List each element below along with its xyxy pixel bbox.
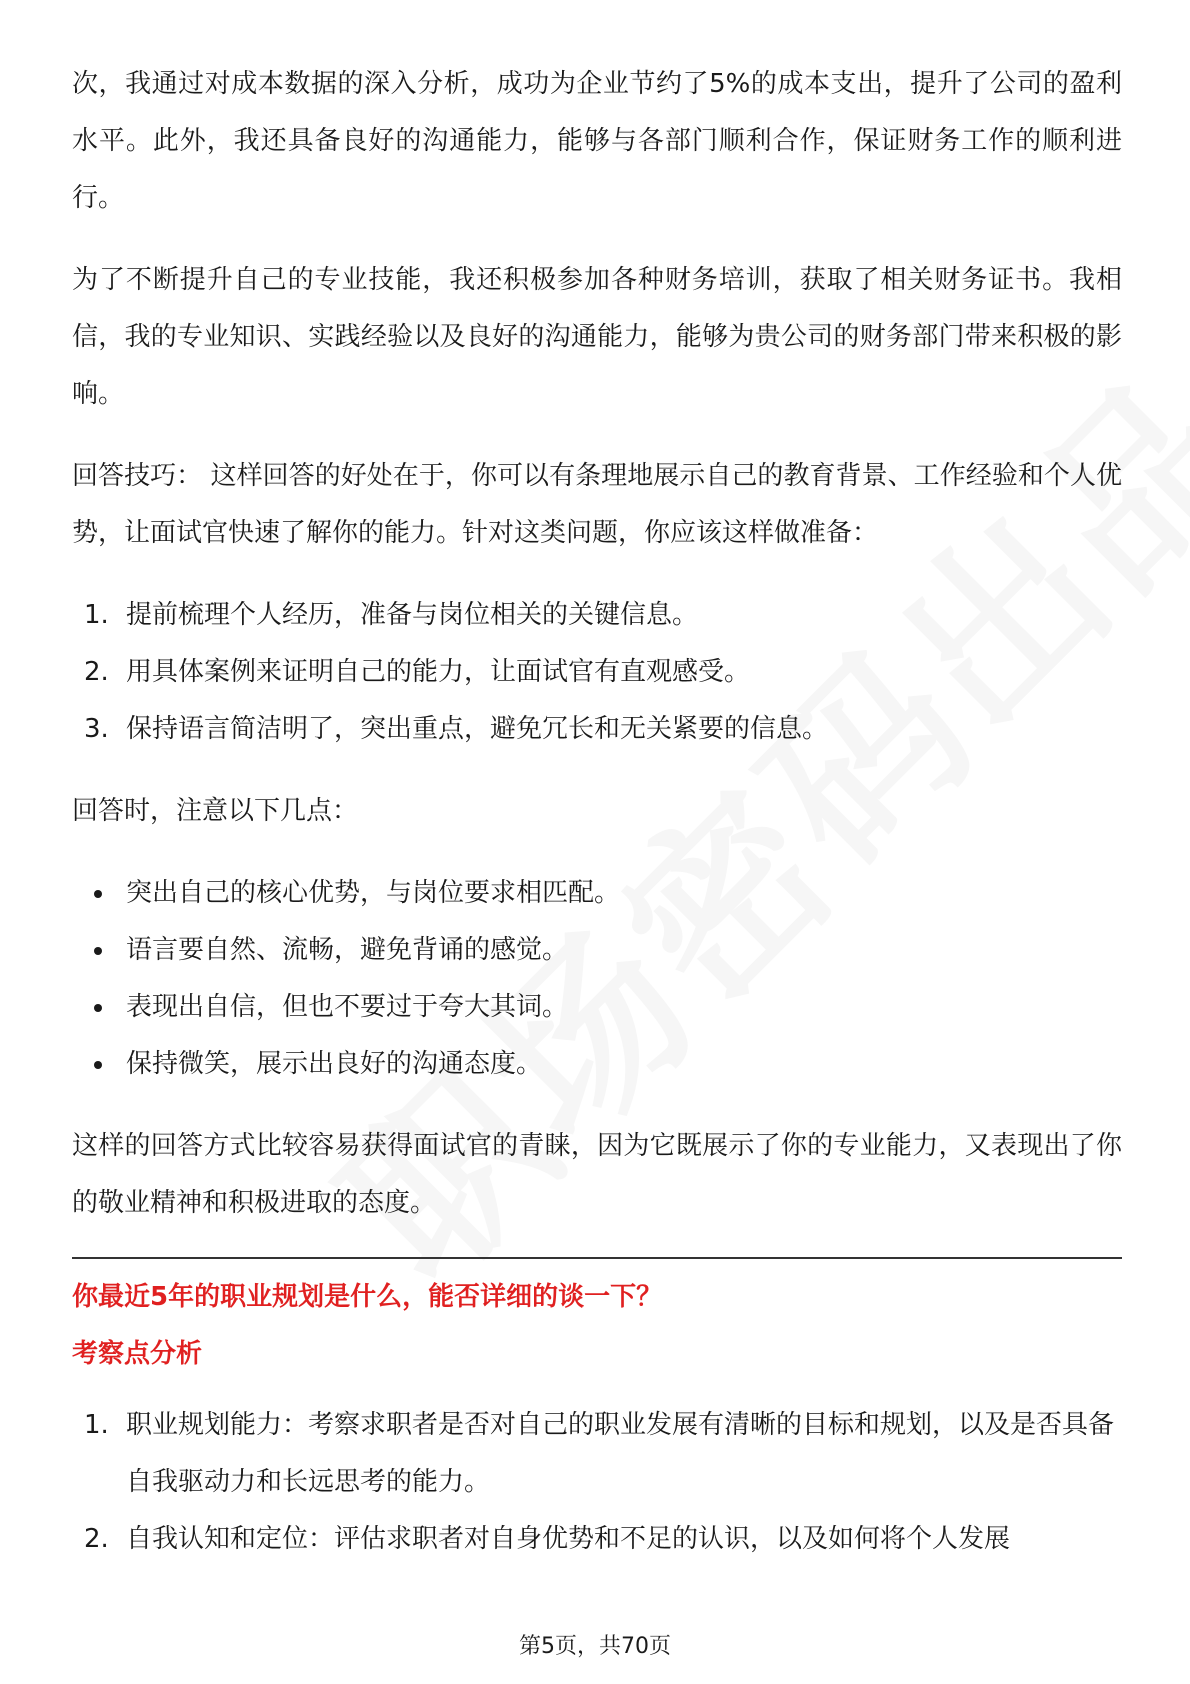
- bullet-dot-icon: [94, 1004, 102, 1012]
- list-item: [72, 979, 1122, 1036]
- list-item: [72, 701, 1122, 758]
- list-item-text: 突出自己的核心优势，与岗位要求相匹配。: [126, 878, 621, 908]
- paragraph-experience-end: 次，我通过对成本数据的深入分析，成功为企业节约了5%的成本支出，提升了公司的盈利水平。此外，我还具备良好的沟通能力，能够与各部门顺利合作，保证财务工作的顺利进行。: [72, 69, 1122, 213]
- list-item-text: 提前梳理个人经历，准备与岗位相关的关键信息。: [126, 600, 699, 630]
- page-footer: 第5页，共70页: [519, 1634, 671, 1659]
- list-item-text: 自我认知和定位：评估求职者对自身优势和不足的认识，以及如何将个人发展: [126, 1524, 1011, 1554]
- list-item: [72, 1036, 1122, 1093]
- list-item: [72, 922, 1122, 979]
- paragraph-training: 为了不断提升自己的专业技能，我还积极参加各种财务培训，获取了相关财务证书。我相信，我的专业知识、实践经验以及良好的沟通能力，能够为贵公司的财务部门带来积极的影响。: [72, 265, 1122, 409]
- paragraph-attention-intro: 回答时，注意以下几点：: [72, 796, 359, 826]
- list-item: [72, 644, 1122, 701]
- paragraph-conclusion: 这样的回答方式比较容易获得面试官的青睐，因为它既展示了你的专业能力，又表现出了你的敬业精神和积极进取的态度。: [72, 1131, 1122, 1218]
- list-item-text: 表现出自信，但也不要过于夸大其词。: [126, 992, 569, 1022]
- list-item: [72, 587, 1122, 644]
- list-number: 2.: [84, 657, 109, 687]
- list-number: 3.: [84, 714, 109, 744]
- analysis-heading: 考察点分析: [72, 1339, 203, 1369]
- prep-list: [72, 587, 1122, 758]
- paragraph-answer-tip: 回答技巧： 这样回答的好处在于，你可以有条理地展示自己的教育背景、工作经验和个人优势，让面试官快速了解你的能力。针对这类问题，你应该这样做准备：: [72, 461, 1122, 548]
- list-item-text: 保持语言简洁明了，突出重点，避免冗长和无关紧要的信息。: [126, 714, 829, 744]
- bullet-dot-icon: [94, 947, 102, 955]
- list-item-text: 保持微笑，展示出良好的沟通态度。: [126, 1049, 543, 1079]
- attention-list: [72, 865, 1122, 1093]
- document-page: [72, 56, 1122, 1593]
- list-number: 2.: [84, 1524, 109, 1554]
- list-item-text: 用具体案例来证明自己的能力，让面试官有直观感受。: [126, 657, 751, 687]
- bullet-dot-icon: [94, 1061, 102, 1069]
- list-number: 1.: [84, 600, 109, 630]
- section-divider: [72, 1257, 1122, 1259]
- list-item: [72, 1397, 1122, 1511]
- question-heading: 你最近5年的职业规划是什么，能否详细的谈一下？: [72, 1282, 663, 1312]
- list-number: 1.: [84, 1410, 109, 1440]
- list-item: [72, 1511, 1122, 1568]
- list-item-text: 语言要自然、流畅，避免背诵的感觉。: [126, 935, 569, 965]
- list-item-text: 职业规划能力：考察求职者是否对自己的职业发展有清晰的目标和规划，以及是否具备自我驱动力和长远思考的能力。: [126, 1410, 1115, 1497]
- list-item: [72, 865, 1122, 922]
- analysis-list: [72, 1397, 1122, 1568]
- bullet-dot-icon: [94, 890, 102, 898]
